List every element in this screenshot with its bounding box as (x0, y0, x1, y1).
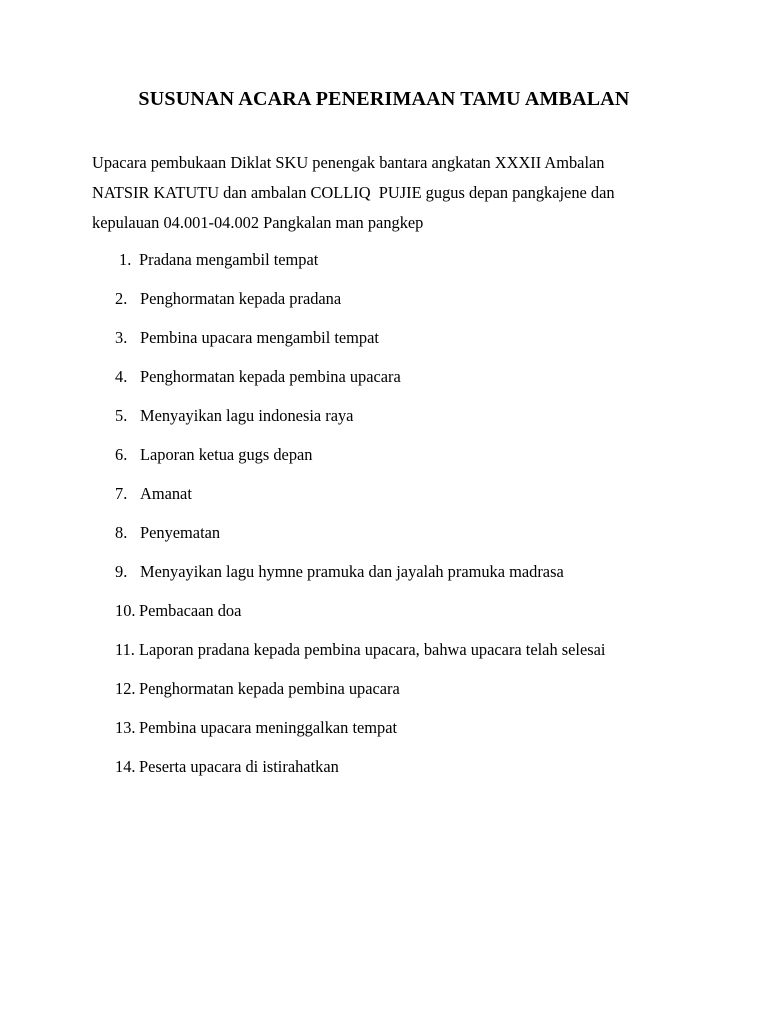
item-text: Penghormatan kepada pembina upacara (139, 679, 400, 698)
item-text: Pembina upacara meninggalkan tempat (139, 718, 398, 737)
item-text: Pradana mengambil tempat (139, 250, 319, 269)
item-number: 2. (115, 289, 128, 308)
item-number: 7. (115, 484, 128, 503)
item-text: Pembina upacara mengambil tempat (140, 328, 379, 347)
item-number: 6. (115, 445, 128, 464)
item-number: 5. (115, 406, 128, 425)
item-number: 12. (115, 679, 136, 698)
item-number: 9. (115, 562, 128, 581)
item-text: Menyayikan lagu indonesia raya (140, 406, 354, 425)
item-number: 3. (115, 328, 128, 347)
item-text: Penghormatan kepada pembina upacara (140, 367, 401, 386)
item-number: 14. (115, 757, 136, 776)
item-text: Penghormatan kepada pradana (140, 289, 342, 308)
item-number: 1. (119, 250, 132, 269)
item-number: 13. (115, 718, 136, 737)
intro-line: kepulauan 04.001-04.002 Pangkalan man pangkep (92, 213, 424, 232)
item-number: 8. (115, 523, 128, 542)
intro-line: NATSIR KATUTU dan ambalan COLLIQ PUJIE gugus depan pangkajene dan (92, 183, 615, 202)
item-number: 4. (115, 367, 128, 386)
item-text: Peserta upacara di istirahatkan (139, 757, 339, 776)
item-text: Amanat (140, 484, 192, 503)
item-text: Penyematan (140, 523, 221, 542)
item-text: Laporan pradana kepada pembina upacara, bahwa upacara telah selesai (139, 640, 606, 659)
page-title: SUSUNAN ACARA PENERIMAAN TAMU AMBALAN (138, 88, 630, 110)
item-number: 11. (115, 640, 135, 659)
item-text: Pembacaan doa (139, 601, 242, 620)
item-text: Menyayikan lagu hymne pramuka dan jayalah pramuka madrasa (140, 562, 564, 581)
intro-paragraph (92, 148, 712, 238)
item-text: Laporan ketua gugs depan (140, 445, 313, 464)
item-number: 10. (115, 601, 136, 620)
intro-line: Upacara pembukaan Diklat SKU penengak bantara angkatan XXXII Ambalan (92, 153, 605, 172)
